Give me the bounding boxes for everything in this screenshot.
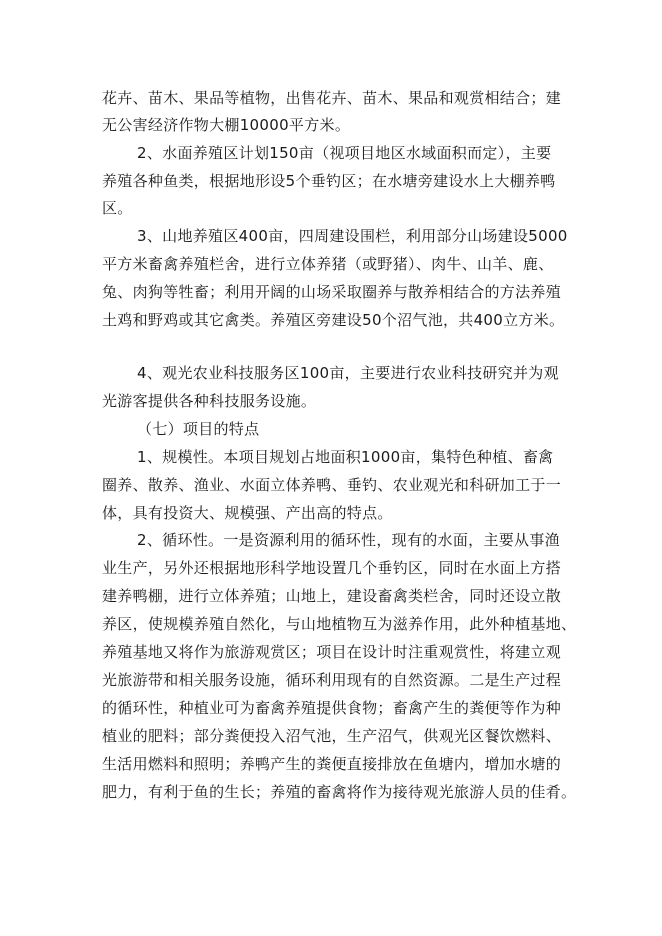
text-line: 光旅游带和相关服务设施，循环利用现有的自然资源。二是生产过程 (102, 671, 562, 689)
text-line: 肥力，有利于鱼的生长；养殖的畜禽将作为接待观光旅游人员的佳肴。 (102, 783, 577, 801)
text-line: 的循环性，种植业可为畜禽养殖提供食物；畜禽产生的粪便等作为种 (102, 699, 562, 717)
text-line: 养殖各种鱼类，根据地形设5个垂钓区；在水塘旁建设水上大棚养鸭 (102, 172, 556, 190)
text-line: 圈养、散养、渔业、水面立体养鸭、垂钓、农业观光和科研加工于一 (102, 476, 562, 494)
text-line: 养殖基地又将作为旅游观赏区；项目在设计时注重观赏性，将建立观 (102, 643, 562, 661)
paragraph-start: 3、山地养殖区400亩，四周建设围栏，利用部分山场建设5000 (137, 227, 568, 245)
text-line: 花卉、苗木、果品等植物，出售花卉、苗木、果品和观赏相结合；建 (102, 89, 562, 107)
text-line: 体，具有投资大、规模强、产出高的特点。 (102, 504, 393, 522)
text-line: 区。 (102, 199, 133, 217)
paragraph-start: 4、观光农业科技服务区100亩，主要进行农业科技研究并为观 (137, 364, 559, 382)
text-line: 建养鸭棚，进行立体养殖；山地上，建设畜禽类栏舍，同时还设立散 (102, 587, 562, 605)
text-line: 兔、肉狗等牲畜；利用开阔的山场采取圈养与散养相结合的方法养殖 (102, 283, 562, 301)
text-line: 植业的肥料；部分粪便投入沼气池，生产沼气，供观光区餐饮燃料、 (102, 727, 562, 745)
section-heading: （七）项目的特点 (137, 420, 260, 438)
text-line: 生活用燃料和照明；养鸭产生的粪便直接排放在鱼塘内，增加水塘的 (102, 755, 562, 773)
paragraph-start: 2、循环性。一是资源利用的循环性，现有的水面，主要从事渔 (137, 531, 560, 549)
paragraph-start: 1、规模性。本项目规划占地面积1000亩，集特色种植、畜禽 (137, 448, 554, 466)
text-line: 土鸡和野鸡或其它禽类。养殖区旁建设50个沼气池，共400立方米。 (102, 311, 565, 329)
text-line: 平方米畜禽养殖栏舍，进行立体养猪（或野猪）、肉牛、山羊、鹿、 (102, 255, 554, 273)
text-line: 养区，使规模养殖自然化，与山地植物互为滋养作用，此外种植基地、 (102, 615, 577, 633)
paragraph-start: 2、水面养殖区计划150亩（视项目地区水域面积而定），主要 (137, 144, 552, 162)
text-line: 无公害经济作物大棚10000平方米。 (102, 116, 351, 134)
text-line: 光游客提供各种科技服务设施。 (102, 392, 317, 410)
text-line: 业生产，另外还根据地形科学地设置几个垂钓区，同时在水面上方搭 (102, 559, 562, 577)
